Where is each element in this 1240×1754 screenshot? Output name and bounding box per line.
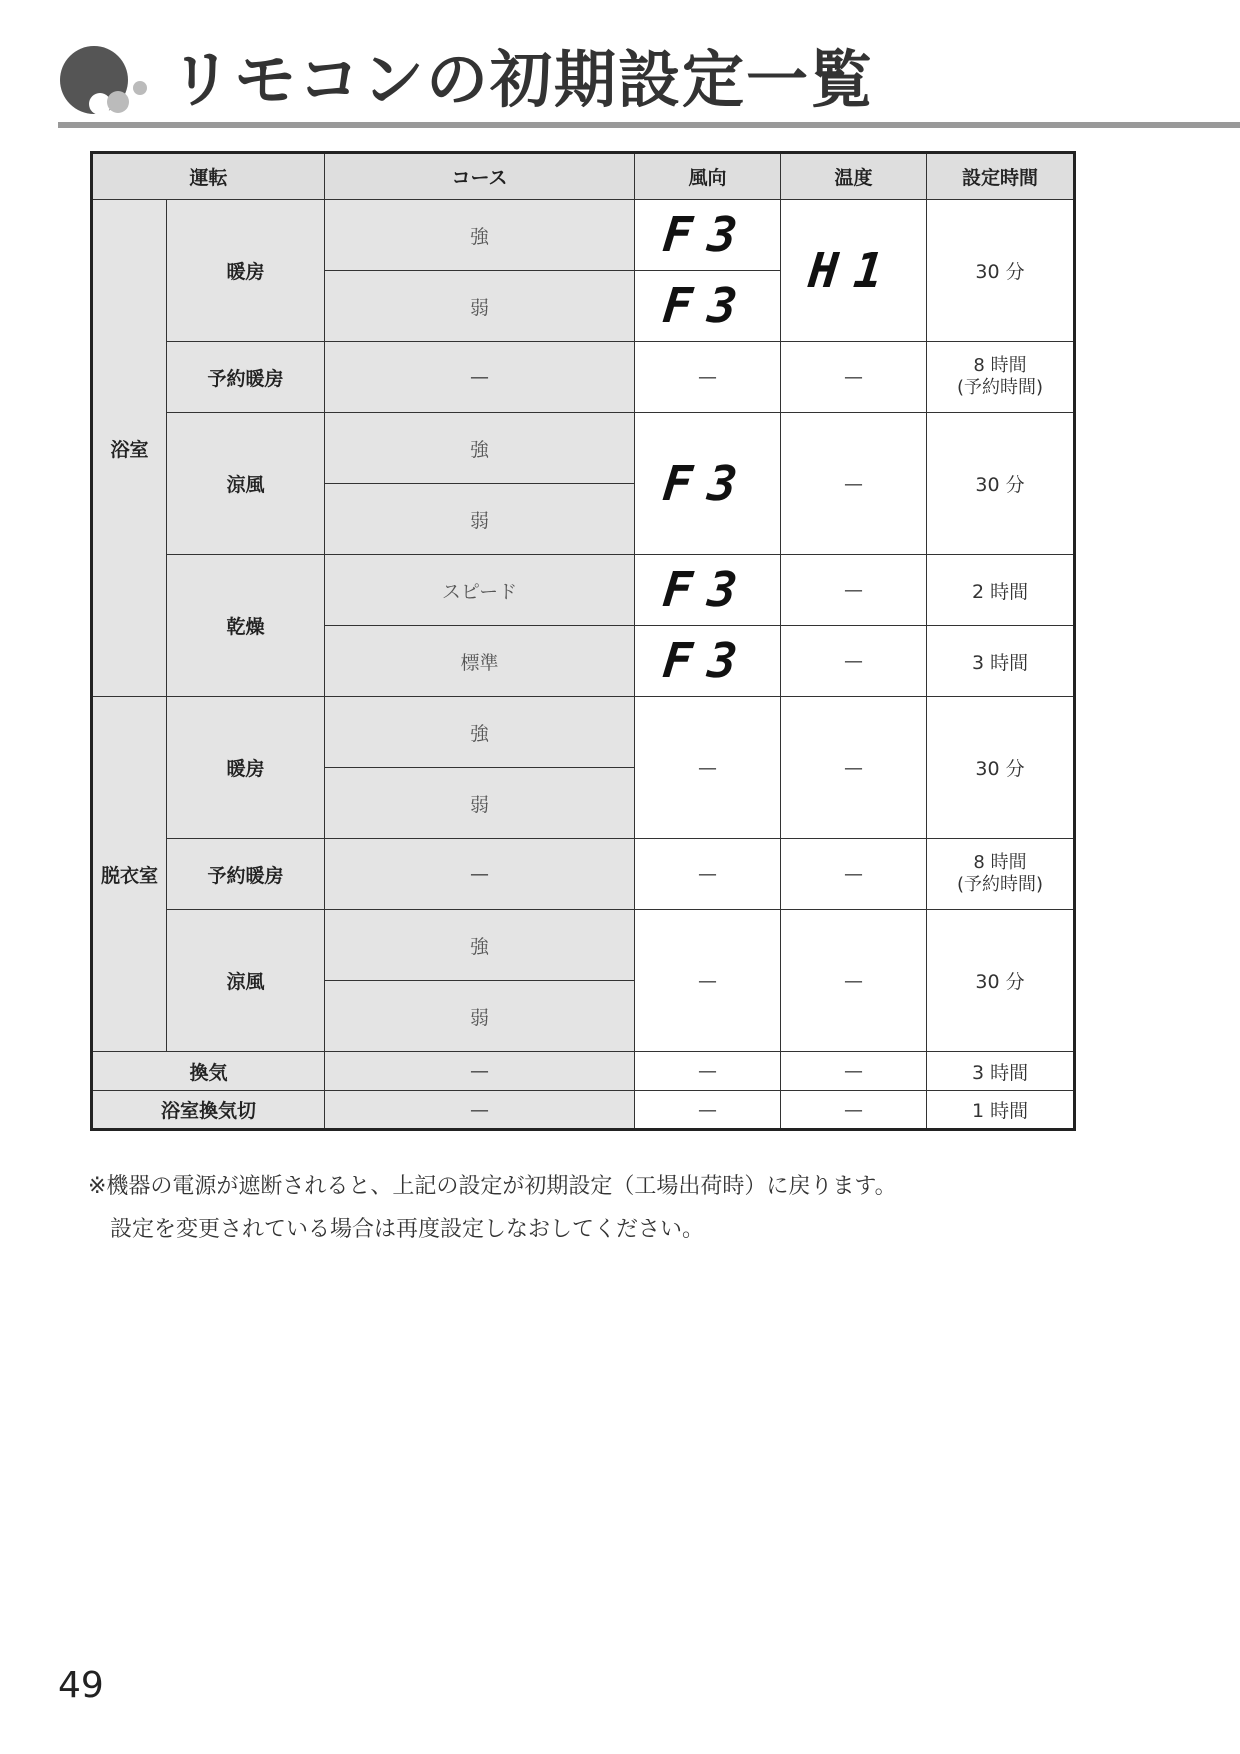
course-weak: 弱	[325, 768, 635, 839]
op-dress-cool: 涼風	[167, 910, 325, 1052]
table-header-row	[92, 153, 1075, 200]
temp-dash: —	[781, 1091, 927, 1130]
course-dash: —	[325, 1091, 635, 1130]
time-value: 30 分	[927, 200, 1075, 342]
wind-dash: —	[635, 342, 781, 413]
temp-dash: —	[781, 342, 927, 413]
op-bath-vent-off: 浴室換気切	[92, 1091, 325, 1130]
title-bar	[58, 38, 1240, 130]
table-row	[92, 910, 1075, 981]
course-weak: 弱	[325, 271, 635, 342]
time-value: 30 分	[927, 697, 1075, 839]
course-strong: 強	[325, 200, 635, 271]
footnote	[88, 1165, 897, 1251]
course-weak: 弱	[325, 484, 635, 555]
header-wind: 風向	[635, 153, 781, 200]
op-dress-reserve-heat: 予約暖房	[167, 839, 325, 910]
page-title: リモコンの初期設定一覧	[170, 43, 875, 116]
course-strong: 強	[325, 413, 635, 484]
time-value: 3 時間	[927, 626, 1075, 697]
time-value: 3 時間	[927, 1052, 1075, 1091]
time-note: (予約時間)	[956, 377, 1044, 398]
time-value	[927, 839, 1075, 910]
op-bath-reserve-heat: 予約暖房	[167, 342, 325, 413]
course-speed: スピード	[325, 555, 635, 626]
time-value: 1 時間	[927, 1091, 1075, 1130]
course-strong: 強	[325, 697, 635, 768]
settings-table	[90, 151, 1076, 1131]
footnote-line-2: 設定を変更されている場合は再度設定しなおしてください。	[88, 1217, 705, 1242]
wind-display: F3	[659, 562, 756, 618]
course-strong: 強	[325, 910, 635, 981]
temp-dash: —	[781, 839, 927, 910]
wind-dash: —	[635, 839, 781, 910]
table-row	[92, 1091, 1075, 1130]
op-bath-dry: 乾燥	[167, 555, 325, 697]
op-vent: 換気	[92, 1052, 325, 1091]
table-row	[92, 555, 1075, 626]
time-hours: 8 時間	[973, 852, 1027, 873]
wind-dash: —	[635, 1091, 781, 1130]
time-note: (予約時間)	[956, 874, 1044, 895]
course-weak: 弱	[325, 981, 635, 1052]
course-dash: —	[325, 839, 635, 910]
time-value: 2 時間	[927, 555, 1075, 626]
footnote-line-1: ※機器の電源が遮断されると、上記の設定が初期設定（工場出荷時）に戻ります。	[88, 1174, 897, 1199]
temp-dash: —	[781, 910, 927, 1052]
wind-display: F3	[659, 278, 756, 334]
temp-dash: —	[781, 626, 927, 697]
temp-dash: —	[781, 413, 927, 555]
page-number: 49	[58, 1665, 104, 1706]
op-bath-cool: 涼風	[167, 413, 325, 555]
room-dressing: 脱衣室	[92, 697, 167, 1052]
time-value: 30 分	[927, 413, 1075, 555]
course-dash: —	[325, 342, 635, 413]
table-row	[92, 342, 1075, 413]
header-temp: 温度	[781, 153, 927, 200]
time-hours: 8 時間	[973, 355, 1027, 376]
header-time: 設定時間	[927, 153, 1075, 200]
course-dash: —	[325, 1052, 635, 1091]
wind-display: F3	[659, 455, 756, 512]
op-dress-heat: 暖房	[167, 697, 325, 839]
table-row	[92, 200, 1075, 271]
circle-bullet-icon	[58, 42, 148, 122]
table-row	[92, 697, 1075, 768]
room-bath: 浴室	[92, 200, 167, 697]
table-row	[92, 839, 1075, 910]
table-row	[92, 1052, 1075, 1091]
time-value	[927, 342, 1075, 413]
temp-display: H1	[805, 242, 902, 299]
course-standard: 標準	[325, 626, 635, 697]
header-course: コース	[325, 153, 635, 200]
wind-display: F3	[659, 207, 756, 263]
temp-dash: —	[781, 1052, 927, 1091]
wind-dash: —	[635, 1052, 781, 1091]
header-operation: 運転	[92, 153, 325, 200]
temp-dash: —	[781, 697, 927, 839]
wind-dash: —	[635, 697, 781, 839]
wind-display: F3	[659, 633, 756, 689]
wind-dash: —	[635, 910, 781, 1052]
title-divider	[58, 122, 1240, 128]
time-value: 30 分	[927, 910, 1075, 1052]
op-bath-heat: 暖房	[167, 200, 325, 342]
temp-dash: —	[781, 555, 927, 626]
table-row	[92, 413, 1075, 484]
